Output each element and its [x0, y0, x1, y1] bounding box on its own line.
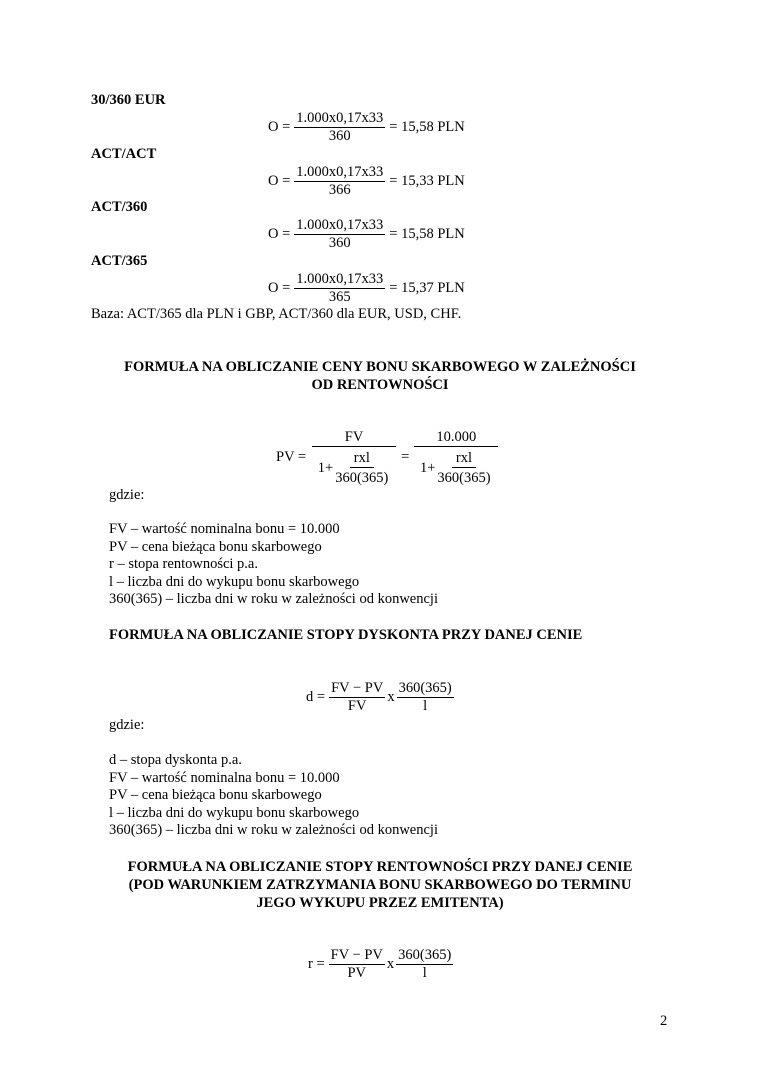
inner-denominator: 360(365) — [437, 470, 491, 486]
numerator: 10.000 — [414, 428, 498, 447]
formula-lhs: O = — [268, 119, 291, 135]
convention-label-act-365: ACT/365 — [91, 253, 148, 269]
d-formula — [306, 680, 454, 715]
formula-lhs: O = — [268, 280, 291, 296]
numerator: FV − PV — [330, 947, 383, 963]
gdzie-label: gdzie: — [109, 717, 145, 733]
convention-label-act-360: ACT/360 — [91, 199, 148, 215]
denominator — [420, 447, 493, 487]
numerator: FV − PV — [331, 680, 384, 696]
formula-result: = 15,33 PLN — [389, 173, 465, 189]
definition-item: FV – wartość nominalna bonu = 10.000 — [109, 769, 340, 786]
denominator: PV — [347, 965, 367, 981]
convention-label-act-act: ACT/ACT — [91, 146, 157, 162]
formula-lhs: O = — [268, 173, 291, 189]
fraction — [290, 217, 389, 252]
formula-act-365 — [268, 271, 465, 306]
section3-heading-line2: (POD WARUNKIEM ZATRZYMANIA BONU SKARBOWEGO DO TERMINU — [128, 877, 632, 893]
inner-numerator: rxl — [452, 449, 476, 468]
numerator: 1.000x0,17x33 — [296, 217, 384, 233]
definition-item: 360(365) – liczba dni w roku w zależności od konwencji — [109, 591, 438, 607]
definition-item: PV – cena bieżąca bonu skarbowego — [109, 787, 322, 803]
definition-item: FV – wartość nominalna bonu = 10.000 — [109, 521, 340, 537]
one-plus: 1+ — [317, 459, 334, 476]
baza-note: Baza: ACT/365 dla PLN i GBP, ACT/360 dla EUR, USD, CHF. — [91, 306, 462, 322]
denominator: FV — [347, 698, 367, 714]
definitions-list — [109, 521, 438, 609]
section1-heading-line2: OD RENTOWNOŚCI — [311, 377, 449, 393]
one-plus: 1+ — [419, 459, 436, 476]
inner-denominator: 360(365) — [335, 470, 389, 486]
definition-item: l – liczba dni do wykupu bonu skarbowego — [109, 804, 360, 821]
numerator: 1.000x0,17x33 — [296, 110, 384, 126]
fraction-days — [396, 947, 453, 982]
fraction-main — [329, 680, 385, 715]
pv-formula — [276, 428, 498, 487]
formula-lhs: O = — [268, 226, 291, 242]
formula-act-360 — [268, 217, 465, 252]
numerator: FV — [312, 428, 396, 447]
inner-numerator: rxl — [350, 449, 374, 468]
inner-fraction — [435, 449, 492, 487]
section1-heading-line1: FORMUŁA NA OBLICZANIE CENY BONU SKARBOWEGO W ZALEŻNOŚCI — [124, 359, 636, 375]
definition-item: 360(365) – liczba dni w roku w zależności od konwencji — [109, 822, 438, 838]
numerator: 360(365) — [398, 680, 452, 696]
denominator: 366 — [328, 182, 351, 198]
denominator: 360 — [328, 128, 351, 144]
gdzie-label: gdzie: — [109, 487, 145, 503]
numerator: 1.000x0,17x33 — [296, 271, 384, 287]
denominator: l — [423, 698, 428, 714]
numerator: 360(365) — [398, 947, 452, 963]
fraction-days — [397, 680, 454, 715]
fraction — [290, 271, 389, 306]
formula-result: = 15,37 PLN — [389, 280, 465, 296]
formula-result: = 15,58 PLN — [389, 119, 465, 135]
numerator: 1.000x0,17x33 — [296, 164, 384, 180]
formula-act-act — [268, 164, 465, 199]
definition-item: r – stopa rentowności p.a. — [109, 556, 258, 572]
denominator — [318, 447, 391, 487]
section2-heading: FORMUŁA NA OBLICZANIE STOPY DYSKONTA PRZY DANEJ CENIE — [109, 627, 583, 643]
fraction-main — [329, 947, 385, 982]
convention-label-30-360: 30/360 EUR — [91, 92, 166, 108]
times-sign: x — [386, 956, 395, 972]
denominator: l — [422, 965, 427, 981]
definitions-list — [109, 752, 438, 840]
formula-30-360 — [268, 110, 465, 145]
formula-lhs: d = — [306, 689, 326, 705]
definition-item: d – stopa dyskonta p.a. — [109, 752, 242, 768]
inner-fraction — [333, 449, 390, 487]
denominator: 365 — [328, 289, 351, 305]
formula-lhs: PV = — [276, 449, 307, 465]
page-number: 2 — [660, 1013, 668, 1029]
fraction-fv — [312, 428, 396, 487]
fraction — [290, 164, 389, 199]
r-formula — [308, 947, 453, 982]
fraction-10000 — [414, 428, 498, 487]
definition-item: PV – cena bieżąca bonu skarbowego — [109, 538, 322, 555]
fraction — [290, 110, 389, 145]
times-sign: x — [387, 689, 395, 705]
definition-item: l – liczba dni do wykupu bonu skarbowego — [109, 573, 360, 590]
equals-sign: = — [401, 449, 410, 465]
formula-result: = 15,58 PLN — [389, 226, 465, 242]
denominator: 360 — [328, 235, 351, 251]
section3-heading-line1: FORMUŁA NA OBLICZANIE STOPY RENTOWNOŚCI PRZY DANEJ CENIE — [127, 859, 633, 875]
formula-lhs: r = — [308, 956, 325, 972]
section3-heading-line3: JEGO WYKUPU PRZEZ EMITENTA) — [256, 895, 504, 911]
